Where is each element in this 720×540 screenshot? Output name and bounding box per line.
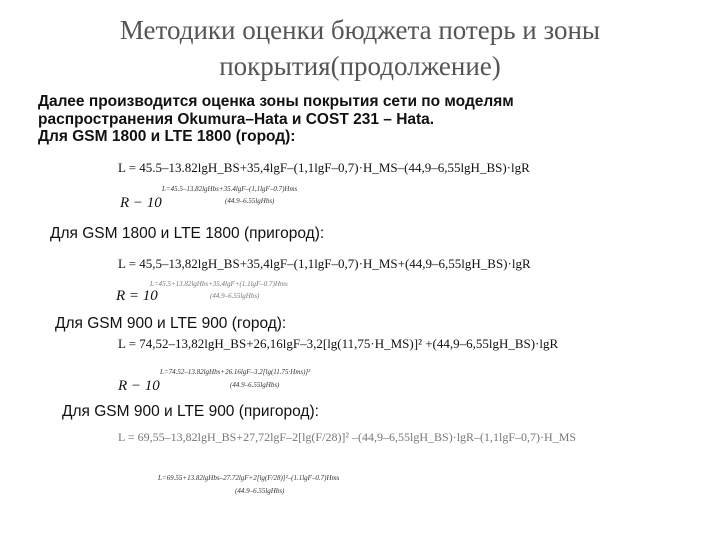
- label-gsm1800-suburb: Для GSM 1800 и LTE 1800 (пригород):: [50, 225, 325, 242]
- formula-gsm1800-city: L = 45.5–13.82lgH_BS+35,4lgF–(1,1lgF–0,7)·H_MS–(44,9–6,55lgH_BS)·lgR: [118, 160, 530, 175]
- r-equals-10-2: R = 10: [116, 288, 158, 304]
- title-line-1: Методики оценки бюджета потерь и зоны: [119, 15, 601, 45]
- formula-gsm1800-suburb: L = 45,5–13,82lgH_BS+35,4lgF–(1,1lgF–0,7)·H_MS+(44,9–6,55lgH_BS)·lgR: [118, 256, 531, 271]
- handwritten-formula-2a: L=45.5+13.82lgHbs+35.4lgF+(1.1lgF–0.7)Hms: [150, 280, 288, 288]
- handwritten-formula-3a: L=74.52–13.82lgHbs+26.16lgF–3.2[lg(11.75·Hms)]²: [160, 368, 311, 376]
- handwritten-formula-4a: L=69.55+13.82lgHbs–27.72lgF+2[lg(F/28)]²–(1.1lgF–0.7)Hms: [158, 474, 340, 482]
- slide-title: [60, 12, 660, 84]
- handwritten-formula-1a: L=45.5–13.82lgHbs+35.4lgF–(1,1lgF–0.7)Hms: [162, 185, 298, 193]
- handwritten-formula-4b: (44.9–6.55lgHbs): [235, 487, 285, 495]
- title-line-2: покрытия(продолжение): [219, 51, 501, 81]
- handwritten-formula-1b: (44.9–6.55lgHbs): [225, 197, 275, 205]
- handwritten-formula-3b: (44.9–6.55lgHbs): [230, 381, 280, 389]
- formula-gsm900-city: L = 74,52–13,82lgH_BS+26,16lgF–3,2[lg(11,75·H_MS)]² +(44,9–6,55lgH_BS)·lgR: [118, 336, 559, 351]
- intro-text: [38, 93, 698, 146]
- r-equals-10-3: R − 10: [118, 378, 160, 394]
- intro-line-3: Для GSM 1800 и LTE 1800 (город):: [38, 128, 296, 145]
- handwritten-formula-2b: (44.9–6.55lgHbs): [210, 292, 260, 300]
- label-gsm900-city: Для GSM 900 и LTE 900 (город):: [55, 315, 287, 332]
- intro-line-1: Далее производится оценка зоны покрытия сети по моделям: [38, 93, 514, 110]
- intro-line-2: распространения Okumura–Hata и COST 231 – Hata.: [38, 110, 435, 128]
- formula-gsm900-suburb: L = 69,55–13,82lgH_BS+27,72lgF–2[lg(F/28)]² –(44,9–6,55lgH_BS)·lgR–(1,1lgF–0,7)·H_MS: [118, 430, 577, 444]
- r-equals-10-1: R − 10: [120, 195, 162, 211]
- label-gsm900-suburb: Для GSM 900 и LTE 900 (пригород):: [62, 403, 319, 420]
